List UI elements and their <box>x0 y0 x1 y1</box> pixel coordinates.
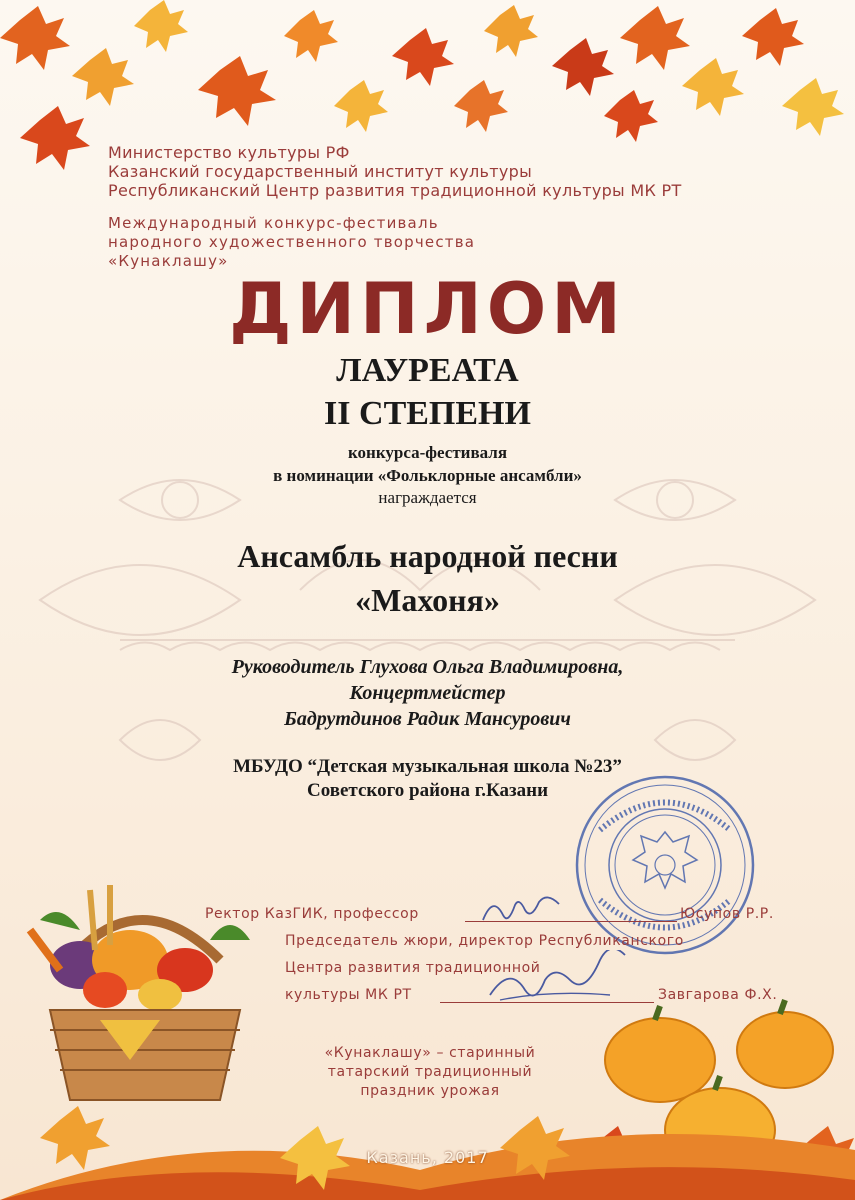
contest-label: конкурса-фестиваля <box>347 443 508 462</box>
awarded-label: награждается <box>378 488 477 507</box>
recipient-name-line-1: Ансамбль народной песни <box>237 538 618 574</box>
leader-line-3: Бадрутдинов Радик Мансурович <box>284 708 571 730</box>
motto-line-3: праздник урожая <box>360 1083 500 1099</box>
school-line-2: Советского района г.Казани <box>306 780 549 801</box>
jury-chair-name: Завгарова Ф.Х. <box>658 987 778 1003</box>
festival-line-3: «Кунаклашу» <box>108 252 229 270</box>
rector-name: Юсупов Р.Р. <box>680 906 774 922</box>
school-line-1: МБУДО “Детская музыкальная школа №23” <box>233 756 622 777</box>
official-stamp <box>570 770 760 960</box>
recipient-name-line-2: «Махоня» <box>355 582 500 618</box>
nomination-label: в номинации «Фольклорные ансамбли» <box>273 466 582 485</box>
laureate-label: ЛАУРЕАТА <box>336 352 519 389</box>
rector-handwritten-signature <box>478 890 568 930</box>
degree-label: II СТЕПЕНИ <box>324 395 531 432</box>
org-line-institute: Казанский государственный институт культуры <box>108 162 533 181</box>
festival-line-2: народного художественного творчества <box>108 233 476 251</box>
jury-chair-title-line-2: Центра развития традиционной <box>285 960 541 976</box>
rector-title: Ректор КазГИК, профессор <box>205 906 419 922</box>
org-line-ministry: Министерство культуры РФ <box>108 143 350 162</box>
festival-line-1: Международный конкурс-фестиваль <box>108 214 439 232</box>
diploma-title: ДИПЛОМ <box>229 268 626 350</box>
org-line-center: Республиканский Центр развития традиционной культуры МК РТ <box>108 181 682 200</box>
jury-chair-title-line-3: культуры МК РТ <box>285 987 412 1003</box>
leader-line-2: Концертмейстер <box>349 682 506 704</box>
motto-line-2: татарский традиционный <box>327 1064 533 1080</box>
leader-line-1: Руководитель Глухова Ольга Владимировна, <box>231 656 624 678</box>
jury-chair-title-line-1: Председатель жюри, директор Республиканского <box>285 933 684 949</box>
city-year: Казань, 2017 <box>366 1148 489 1167</box>
motto-line-1: «Кунаклашу» – старинный <box>324 1045 536 1061</box>
